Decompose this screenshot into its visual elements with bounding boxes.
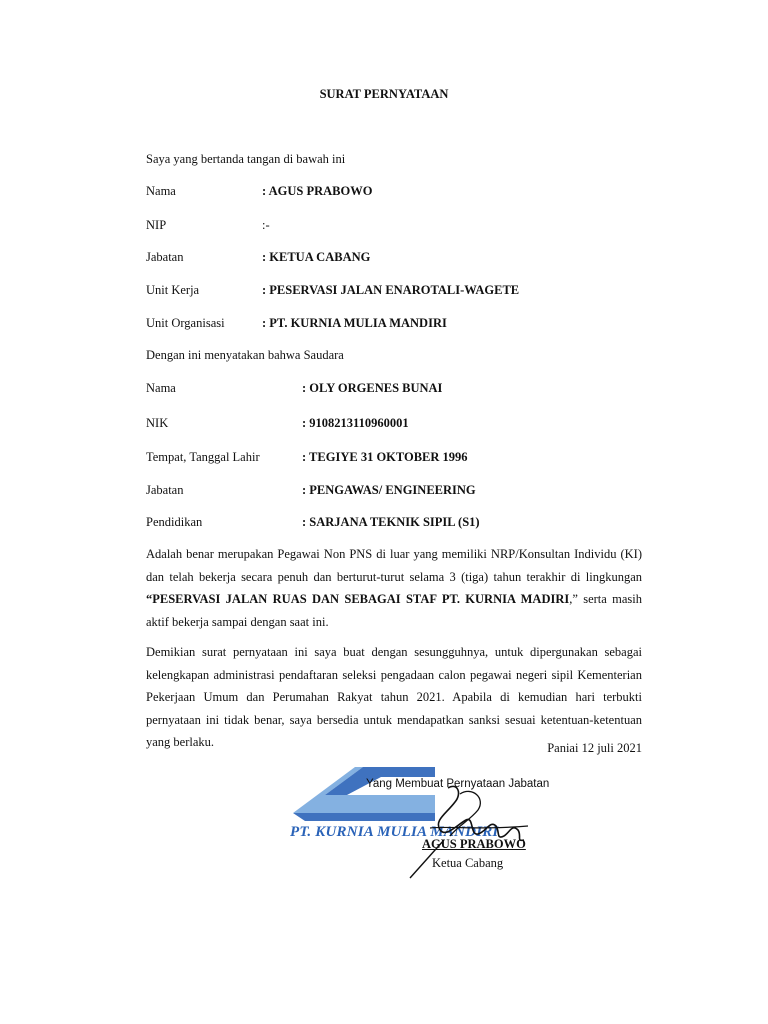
statement-paragraph-part2: ,” serta masih aktif bekerja sampai dengan saat ini. (146, 592, 642, 629)
statement-paragraph (146, 543, 642, 633)
declarant-label-work-unit: Unit Kerja (146, 283, 200, 297)
subject-label-education: Pendidikan (146, 515, 203, 529)
subject-label-birth: Tempat, Tanggal Lahir (146, 450, 260, 464)
declarant-label-name: Nama (146, 184, 176, 198)
subject-value-name: : OLY ORGENES BUNAI (302, 381, 443, 395)
declarant-value-work-unit: : PESERVASI JALAN ENAROTALI-WAGETE (262, 283, 520, 297)
declarant-value-name: : AGUS PRABOWO (262, 184, 373, 198)
statement-paragraph-bold: “PESERVASI JALAN RUAS DAN SEBAGAI STAF PT. KURNIA MADIRI (146, 592, 570, 606)
subject-value-birth: : TEGIYE 31 OKTOBER 1996 (302, 450, 468, 464)
declarant-label-organization: Unit Organisasi (146, 316, 225, 330)
subject-label-nik: NIK (146, 416, 169, 430)
statement-intro: Dengan ini menyatakan bahwa Saudara (146, 348, 344, 362)
declarant-value-nip: :- (262, 218, 270, 232)
declarant-value-organization: : PT. KURNIA MULIA MANDIRI (262, 316, 447, 330)
subject-value-position: : PENGAWAS/ ENGINEERING (302, 483, 476, 497)
declarant-label-position: Jabatan (146, 250, 184, 264)
signer-name: AGUS PRABOWO (422, 837, 526, 851)
declarant-value-position: : KETUA CABANG (262, 250, 371, 264)
statement-paragraph-part1: Adalah benar merupakan Pegawai Non PNS di luar yang memiliki NRP/Konsultan Individu (KI) dan telah bekerja secara penuh dan berturut-turut selama 3 (tiga) tahun terakhir di lingkungan (146, 547, 642, 584)
document-title: SURAT PERNYATAAN (319, 87, 449, 101)
subject-label-name: Nama (146, 381, 176, 395)
signature-caption: Yang Membuat Pernyataan Jabatan (366, 778, 550, 790)
closing-paragraph: Demikian surat pernyataan ini saya buat dengan sesungguhnya, untuk dipergunakan sebagai kelengkapan administrasi pendaftaran seleksi pengadaan calon pegawai negeri sipil Kementerian Pekerjaan Umum dan Perumahan Rakyat tahun 2021. Apabila di kemudian hari terbukti pernyataan ini tidak benar, saya bersedia untuk mendapatkan sanksi sesuai ketentuan-ketentuan yang berlaku. (146, 645, 642, 749)
subject-value-nik: : 9108213110960001 (302, 416, 409, 430)
company-logo-text: PT. KURNIA MULIA MANDIRI (290, 824, 499, 840)
subject-label-position: Jabatan (146, 483, 184, 497)
intro-text: Saya yang bertanda tangan di bawah ini (146, 152, 346, 166)
signer-title: Ketua Cabang (432, 856, 504, 870)
subject-value-education: : SARJANA TEKNIK SIPIL (S1) (302, 515, 480, 529)
declarant-label-nip: NIP (146, 218, 167, 232)
place-date: Paniai 12 juli 2021 (547, 741, 642, 755)
